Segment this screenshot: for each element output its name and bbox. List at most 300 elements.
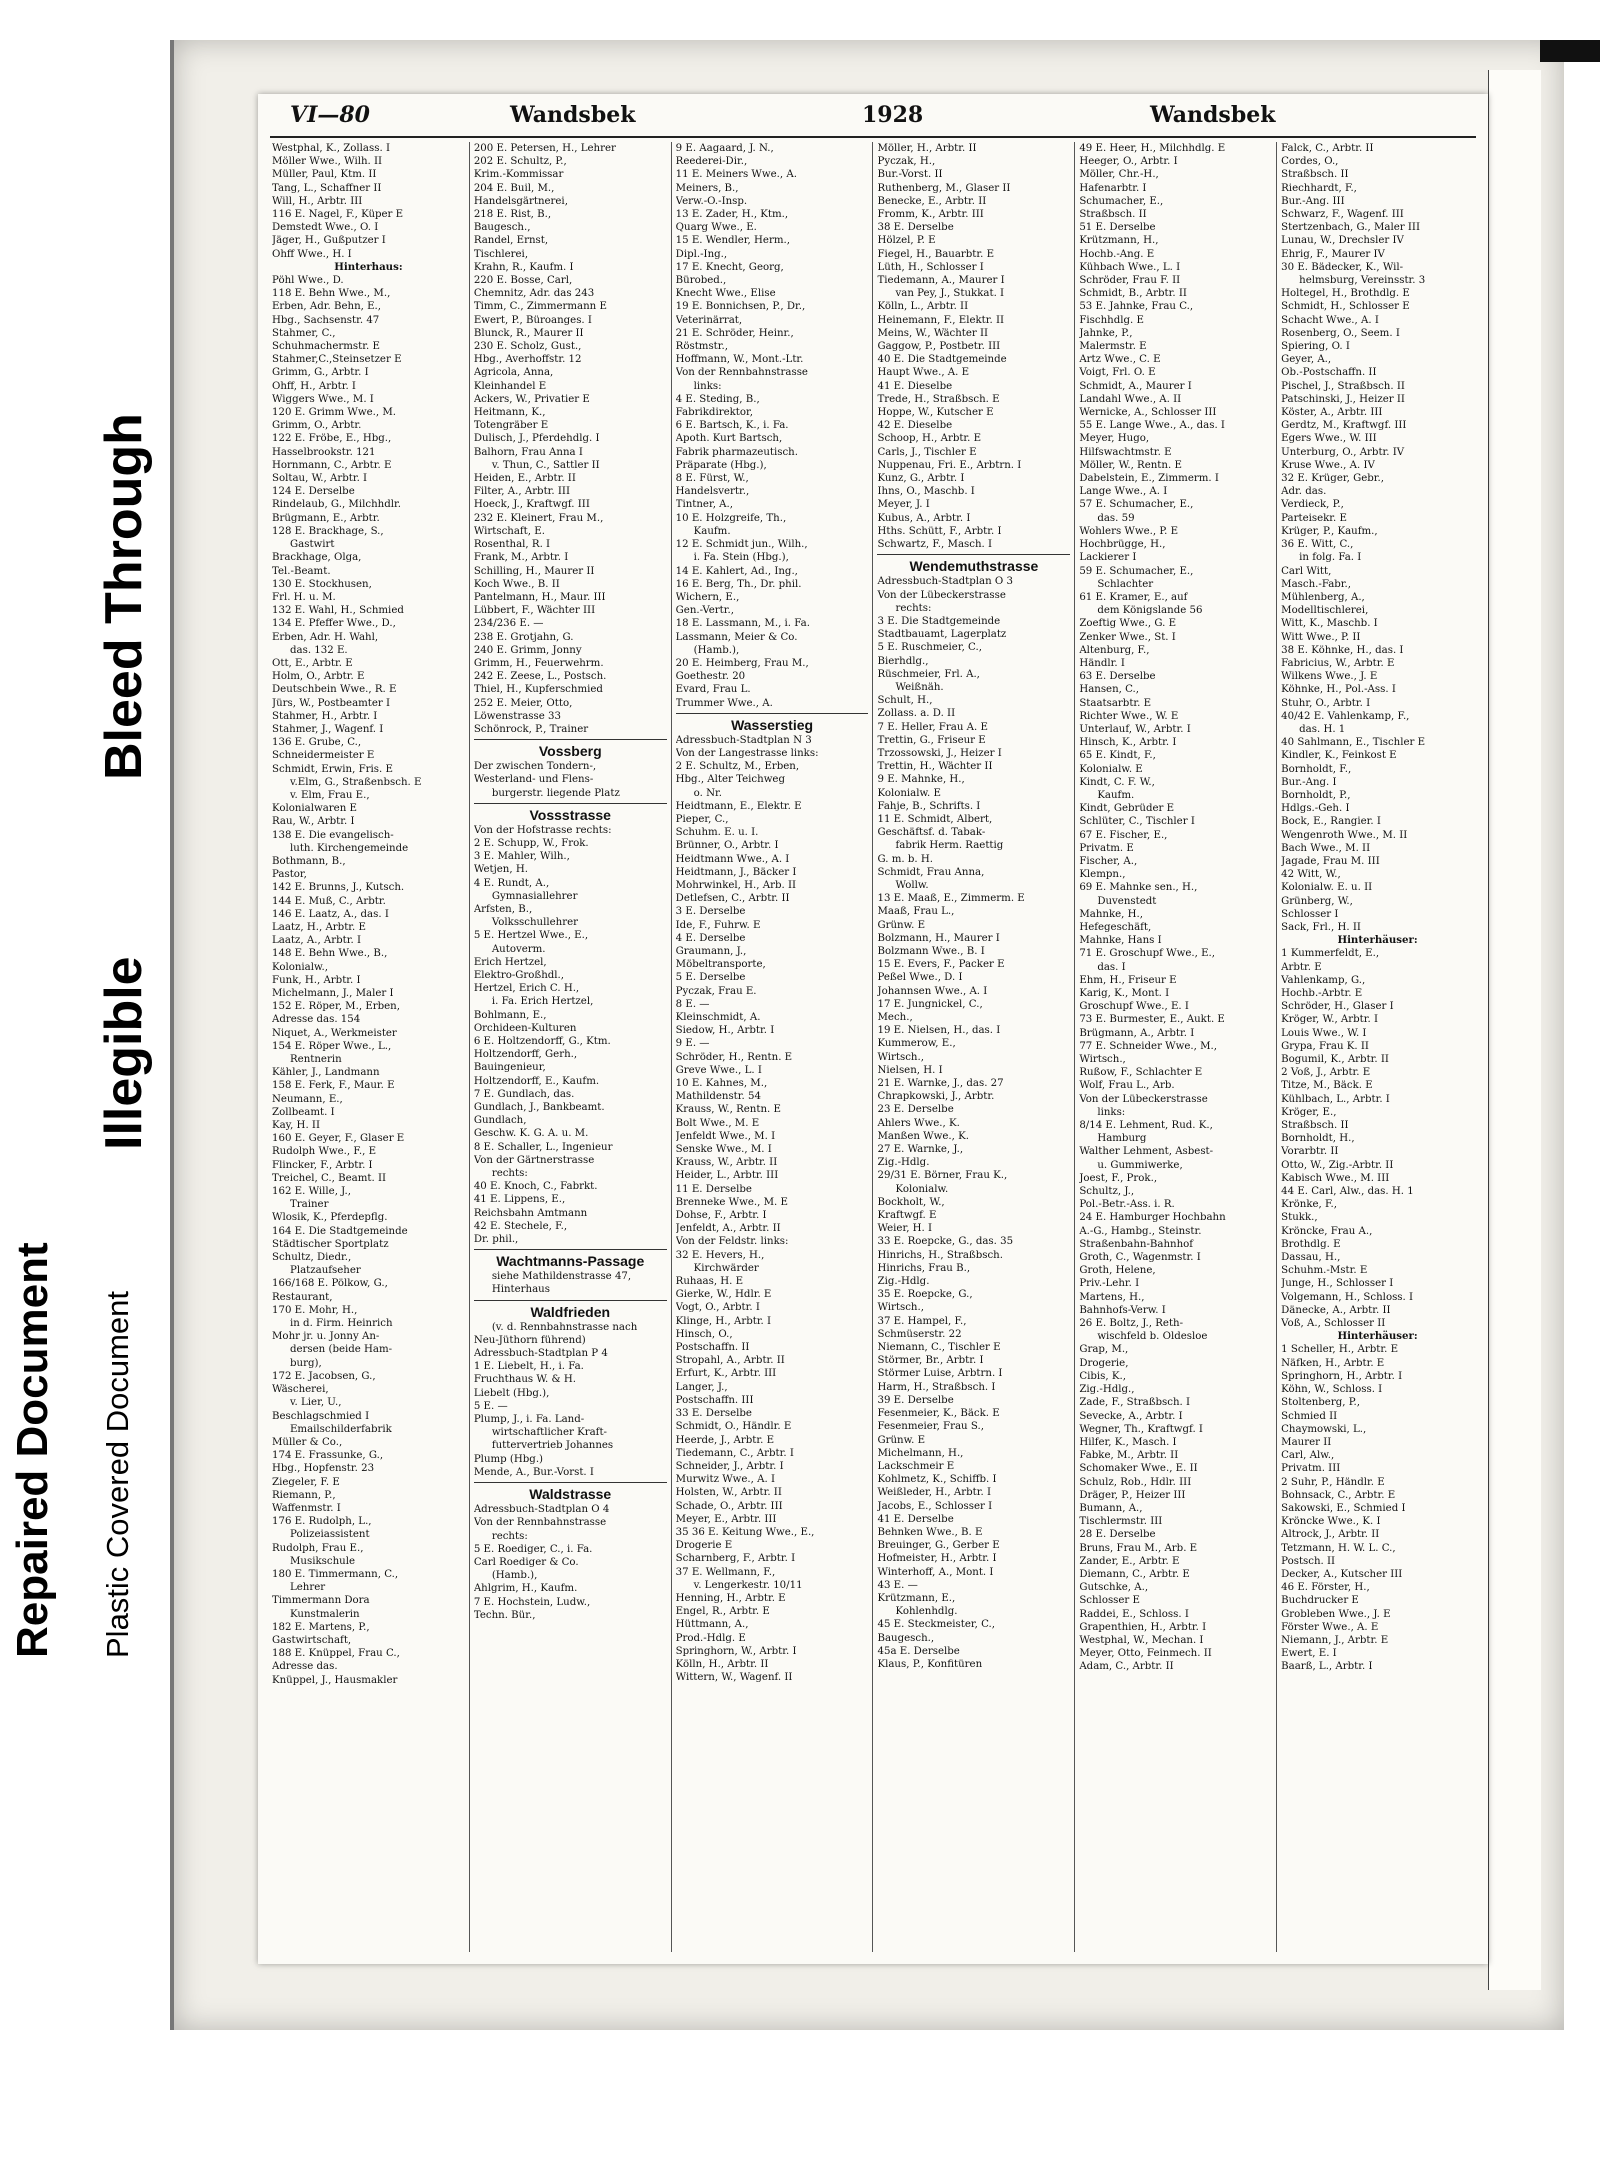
- directory-entry: Händlr. I: [1079, 657, 1125, 669]
- directory-entry: 59 E. Schumacher, E.,: [1079, 565, 1194, 577]
- directory-entry: Kleinhandel E: [473, 380, 547, 392]
- directory-entry: Tischlerei,: [473, 248, 529, 260]
- directory-entry: Rosenberg, O., Seem. I: [1281, 327, 1400, 339]
- directory-entry: 166/168 E. Pölkow, G.,: [272, 1278, 388, 1290]
- directory-entry: Quarg Wwe., E.: [675, 222, 757, 234]
- directory-entry: Kindt, C. F. W.,: [1079, 776, 1155, 788]
- directory-entry: Trummer Wwe., A.: [675, 697, 773, 709]
- directory-entry: Straßenbahn-Bahnhof: [1079, 1238, 1194, 1250]
- directory-entry: Hölzel, P. E: [877, 235, 936, 247]
- directory-entry: Will, H., Arbtr. III: [272, 195, 363, 207]
- directory-entry: Gastwirt: [290, 539, 335, 551]
- directory-entry: 230 E. Scholz, Gust.,: [473, 341, 582, 353]
- illegible-label: Illegible: [95, 956, 153, 1150]
- directory-entry: 23 E. Derselbe: [877, 1104, 954, 1116]
- directory-entry: Hdlgs.-Geh. I: [1281, 803, 1350, 815]
- directory-entry: Treichel, C., Beamt. II: [272, 1172, 386, 1184]
- directory-page: [258, 94, 1488, 1964]
- directory-entry: Hafenarbtr. I: [1079, 182, 1147, 194]
- directory-entry: 1 Kummerfeldt, E.,: [1281, 948, 1380, 960]
- directory-entry: Möller, W., Rentn. E: [1079, 459, 1182, 471]
- directory-entry: Heidtmann Wwe., A. I: [675, 853, 790, 865]
- directory-entry: Wäscherei,: [272, 1384, 329, 1396]
- directory-entry: Postschaffn. II: [675, 1342, 750, 1354]
- directory-entry: Wollw.: [895, 879, 929, 891]
- directory-entry: Bogumil, K., Arbtr. II: [1281, 1054, 1389, 1066]
- directory-entry: 6 E. Bartsch, K., i. Fa.: [675, 420, 789, 432]
- directory-entry: Hüttmann, A.,: [675, 1619, 749, 1631]
- directory-entry: Voß, A., Schlosser II: [1281, 1318, 1386, 1330]
- directory-entry: 30 E. Bädecker, K., Wil-: [1281, 261, 1404, 273]
- directory-entry: Jäger, H., Gußputzer I: [272, 235, 386, 247]
- directory-entry: Schmidt, B., Arbtr. II: [1079, 288, 1187, 300]
- directory-entry: Niemann, J., Arbtr. E: [1281, 1634, 1389, 1646]
- directory-entry: 37 E. Wellmann, F.,: [675, 1566, 776, 1578]
- directory-entry: Hths. Schütt, F., Arbtr. I: [877, 525, 1002, 537]
- directory-entry: Wichern, E.,: [675, 591, 740, 603]
- directory-entry: 152 E. Röper, M., Erben,: [272, 1001, 400, 1013]
- directory-entry: 238 E. Grotjahn, G.: [473, 631, 574, 643]
- directory-entry: Schilling, H., Maurer II: [473, 565, 595, 577]
- directory-entry: 8/14 E. Lehment, Rud. K.,: [1079, 1120, 1213, 1132]
- directory-entry: 38 E. Köhnke, H., das. I: [1281, 644, 1404, 656]
- directory-entry: Witt Wwe., P. II: [1281, 631, 1361, 643]
- directory-entry: dersen (beide Ham-: [290, 1344, 393, 1356]
- directory-entry: Volksschullehrer: [491, 917, 578, 929]
- directory-entry: Harm, H., Straßbsch. I: [877, 1381, 996, 1393]
- directory-entry: Manßen Wwe., K.: [877, 1130, 969, 1142]
- directory-entry: Parteisekr. E: [1281, 512, 1347, 524]
- directory-entry: Plump (Hbg.): [473, 1453, 544, 1465]
- directory-entry: Karig, K., Mont. I: [1079, 988, 1170, 999]
- directory-entry: Carl Roediger & Co.: [473, 1556, 579, 1568]
- directory-entry: Bahnhofs-Verw. I: [1079, 1304, 1166, 1316]
- directory-entry: 13 E. Zader, H., Ktm.,: [675, 209, 789, 221]
- directory-entry: Zollass. a. D. II: [877, 708, 956, 720]
- directory-entry: 43 E. —: [877, 1579, 918, 1591]
- directory-entry: Kohlmetz, K., Schiffb. I: [877, 1474, 997, 1486]
- directory-entry: Bur.-Ang. III: [1281, 195, 1345, 207]
- directory-entry: Stahmer, J., Wagenf. I: [272, 723, 384, 735]
- directory-entry: Vogt, O., Arbtr. I: [675, 1302, 760, 1314]
- page-header: [280, 100, 1470, 130]
- directory-entry: 9 E. Mahnke, H.,: [877, 774, 965, 786]
- directory-entry: Voigt, Frl. O. E: [1079, 367, 1156, 379]
- directory-entry: Schmied II: [1281, 1410, 1338, 1422]
- directory-entry: 204 E. Buil, M.,: [473, 182, 555, 194]
- directory-entry: Kölln, H., Arbtr. II: [675, 1658, 769, 1670]
- directory-entry: 172 E. Jacobsen, G.,: [272, 1370, 376, 1382]
- directory-entry: 28 E. Derselbe: [1079, 1529, 1156, 1541]
- next-page-edge: [1488, 70, 1541, 1990]
- directory-entry: 29/31 E. Börner, Frau K.,: [877, 1170, 1008, 1182]
- directory-entry: Zig.-Hdlg.,: [1079, 1384, 1135, 1396]
- directory-entry: Schwarz, F., Wagenf. III: [1281, 209, 1404, 221]
- directory-entry: Carl Witt,: [1281, 565, 1332, 577]
- directory-entry: Heidtmann, J., Bäcker I: [675, 866, 797, 878]
- directory-entry: Meins, W., Wächter II: [877, 327, 989, 339]
- directory-entry: Carl, Alw.,: [1281, 1450, 1335, 1462]
- directory-entry: Krützmann, H.,: [1079, 235, 1159, 247]
- directory-entry: Von der Hofstrasse rechts:: [473, 824, 612, 836]
- directory-entry: Schmidt, Frau Anna,: [877, 866, 985, 878]
- directory-entry: 6 E. Holtzendorff, G., Ktm.: [473, 1036, 611, 1047]
- directory-entry: 77 E. Schneider Wwe., M.,: [1079, 1040, 1218, 1052]
- directory-entry: 242 E. Zeese, L., Postsch.: [473, 671, 607, 683]
- directory-entry: Von der Lübeckerstrasse: [877, 589, 1006, 601]
- directory-entry: Von der Gärtnerstrasse: [473, 1154, 595, 1166]
- directory-entry: Jagade, Frau M. III: [1281, 855, 1380, 867]
- directory-entry: 71 E. Groschupf Wwe., E.,: [1079, 948, 1216, 960]
- directory-entry: Heeger, O., Arbtr. I: [1079, 156, 1178, 168]
- directory-entry: 11 E. Meiners Wwe., A.: [675, 169, 797, 181]
- directory-entry: wischfeld b. Oldesloe: [1097, 1331, 1208, 1343]
- directory-entry: Der zwischen Tondern-,: [473, 761, 597, 773]
- directory-entry: Wirtsch.,: [877, 1051, 924, 1063]
- directory-entry: Benecke, E., Arbtr. II: [877, 195, 987, 207]
- directory-entry: 41 E. Derselbe: [877, 1513, 954, 1525]
- directory-entry: das. 59: [1097, 512, 1135, 524]
- directory-entry: 15 E. Wendler, Herm.,: [675, 235, 790, 247]
- directory-entry: Brünner, O., Arbtr. I: [675, 840, 779, 852]
- directory-entry: Mahnke, H.,: [1079, 908, 1143, 920]
- directory-entry: Meyer, Otto, Feinmech. II: [1079, 1648, 1212, 1660]
- directory-entry: 39 E. Derselbe: [877, 1394, 954, 1406]
- directory-entry: 174 E. Frassunke, G.,: [272, 1450, 384, 1462]
- directory-entry: 5 E. Hertzel Wwe., E.,: [473, 930, 589, 942]
- directory-entry: links:: [693, 380, 722, 392]
- directory-entry: Hansen, C.,: [1079, 684, 1140, 696]
- directory-entry: Riechhardt, F.,: [1281, 182, 1357, 194]
- directory-entry: Mech.,: [877, 1012, 913, 1023]
- directory-entry: Krüger, P., Kaufm.,: [1281, 525, 1378, 537]
- directory-entry: Reichsbahn Amtmann: [473, 1207, 588, 1219]
- directory-entry: Stertzenbach, G., Maler III: [1281, 222, 1420, 234]
- street-heading: Wasserstieg: [676, 713, 869, 734]
- directory-entry: Kleinschmidt, A.: [675, 1012, 761, 1023]
- directory-entry: 5 E. Derselbe: [675, 972, 746, 984]
- street-heading: Waldstrasse: [474, 1482, 667, 1503]
- directory-entry: 63 E. Derselbe: [1079, 671, 1156, 683]
- directory-entry: Dabelstein, E., Zimmerm. I: [1079, 473, 1219, 485]
- directory-entry: Ewert, P., Büroanges. I: [473, 314, 592, 326]
- directory-entry: Lüth, H., Schlosser I: [877, 261, 984, 273]
- directory-entry: Stropahl, A., Arbtr. II: [675, 1355, 785, 1367]
- directory-entry: 16 E. Berg, Th., Dr. phil.: [675, 578, 802, 590]
- directory-entry: in folg. Fa. I: [1299, 552, 1362, 564]
- directory-entry: Platzaufseher: [290, 1265, 361, 1277]
- directory-entry: 45a E. Derselbe: [877, 1645, 960, 1657]
- directory-entry: Winterhoff, A., Mont. I: [877, 1566, 994, 1578]
- directory-entry: Fesenmeier, K., Bäck. E: [877, 1408, 1000, 1420]
- directory-entry: Löwenstrasse 33: [473, 710, 561, 722]
- directory-entry: Schultz, J.,: [1079, 1186, 1135, 1198]
- directory-entry: 144 E. Muß, C., Arbtr.: [272, 895, 386, 907]
- directory-entry: Wolf, Frau L., Arb.: [1079, 1080, 1175, 1092]
- directory-entry: 128 E. Brackhage, S.,: [272, 525, 384, 537]
- directory-entry: Pol.-Betr.-Ass. i. R.: [1079, 1199, 1175, 1211]
- column-5: [1075, 142, 1277, 1952]
- directory-entry: Zig.-Hdlg.: [877, 1276, 930, 1288]
- directory-entry: 40 E. Knoch, C., Fabrkt.: [473, 1181, 598, 1193]
- directory-entry: 67 E. Fischer, E.,: [1079, 829, 1168, 841]
- directory-entry: Bauingenieur,: [473, 1062, 546, 1074]
- directory-entry: Grünberg, W.,: [1281, 895, 1353, 907]
- directory-entry: Rußow, F., Schlachter E: [1079, 1067, 1203, 1079]
- directory-entry: 176 E. Rudolph, L.,: [272, 1516, 372, 1528]
- directory-entry: Verw.-O.-Insp.: [675, 195, 748, 207]
- directory-entry: 65 E. Kindt, F.,: [1079, 750, 1156, 762]
- directory-entry: Kolonialw. E. u. II: [1281, 882, 1373, 894]
- directory-entry: Jürs, W., Postbeamter I: [272, 697, 391, 709]
- directory-entry: 134 E. Pfeffer Wwe., D.,: [272, 618, 396, 630]
- directory-entry: Autoverm.: [491, 943, 546, 955]
- directory-entry: Witt, K., Maschb. I: [1281, 618, 1378, 630]
- directory-entry: Senske Wwe., M. I: [675, 1144, 772, 1156]
- directory-entry: Hinterhaus:: [334, 260, 403, 273]
- directory-entry: Bohnsack, C., Arbtr. E: [1281, 1489, 1396, 1501]
- directory-entry: Straßbsch. II: [1079, 209, 1147, 221]
- directory-entry: Lehrer: [290, 1582, 326, 1594]
- directory-entry: 1 Scheller, H., Arbtr. E: [1281, 1344, 1399, 1356]
- directory-entry: 55 E. Lange Wwe., A., das. I: [1079, 420, 1225, 432]
- directory-entry: Springhorn, W., Arbtr. I: [675, 1645, 797, 1657]
- directory-entry: 7 E. Gundlach, das.: [473, 1088, 575, 1100]
- directory-entry: Westphal, W., Mechan. I: [1079, 1634, 1204, 1646]
- directory-entry: Mohr jr. u. Jonny An-: [272, 1331, 380, 1343]
- directory-entry: 46 E. Förster, H.,: [1281, 1582, 1370, 1594]
- directory-entry: Kolonialwaren E: [272, 803, 357, 815]
- directory-entry: Kirchwärder: [693, 1262, 759, 1274]
- directory-entry: Brackhage, Olga,: [272, 552, 362, 564]
- directory-entry: Förster Wwe., A. E: [1281, 1621, 1379, 1633]
- directory-entry: Von der Feldstr. links:: [675, 1236, 789, 1248]
- directory-entry: Hilfer, K., Masch. I: [1079, 1436, 1177, 1448]
- directory-entry: Fischer, A.,: [1079, 855, 1138, 867]
- directory-entry: Wirtsch.,: [877, 1302, 924, 1314]
- directory-entry: Altrock, J., Arbtr. II: [1281, 1529, 1380, 1541]
- directory-entry: Krützmann, E.,: [877, 1592, 956, 1604]
- directory-entry: Kindler, K., Feinkost E: [1281, 750, 1397, 762]
- directory-entry: das. I: [1097, 961, 1126, 973]
- directory-entry: Müller, Paul, Ktm. II: [272, 169, 377, 181]
- directory-entry: Trettin, H., Wächter II: [877, 761, 993, 773]
- directory-entry: Jacobs, E., Schlosser I: [877, 1500, 993, 1512]
- directory-entry: Priv.-Lehr. I: [1079, 1278, 1140, 1290]
- directory-entry: Wohlers Wwe., P. E: [1079, 525, 1179, 537]
- directory-entry: Von der Rennbahnstrasse: [473, 1517, 607, 1529]
- directory-entry: Kölln, L., Arbtr. II: [877, 301, 969, 313]
- street-heading: Wachtmanns-Passage: [474, 1249, 667, 1270]
- directory-entry: Geschäftsf. d. Tabak-: [877, 827, 986, 839]
- directory-entry: Ruthenberg, M., Glaser II: [877, 182, 1011, 194]
- directory-entry: Emailschilderfabrik: [290, 1423, 392, 1435]
- directory-entry: Thiel, H., Kupferschmied: [473, 684, 603, 696]
- directory-entry: Weißnäh.: [895, 681, 944, 693]
- directory-entry: Adressbuch-Stadtplan N 3: [675, 734, 812, 746]
- directory-entry: Kühbach Wwe., L. I: [1079, 261, 1181, 273]
- directory-entry: 10 E. Holzgreife, Th.,: [675, 512, 787, 524]
- directory-entry: Gaggow, P., Postbetr. III: [877, 341, 1001, 353]
- directory-entry: Bach Wwe., M. II: [1281, 842, 1371, 854]
- directory-entry: Bumann, A.,: [1079, 1502, 1143, 1514]
- directory-entry: Musikschule: [290, 1555, 355, 1567]
- directory-entry: 41 E. Dieselbe: [877, 380, 953, 392]
- directory-entry: 202 E. Schultz, P.,: [473, 156, 567, 168]
- directory-entry: Stuhr, O., Arbtr. I: [1281, 697, 1371, 709]
- directory-entry: Fabricius, W., Arbtr. E: [1281, 657, 1395, 669]
- directory-entry: 44 E. Carl, Alw., das. H. 1: [1281, 1186, 1414, 1198]
- directory-entry: Fruchthaus W. & H.: [473, 1374, 576, 1386]
- directory-entry: Ruhaas, H. E: [675, 1276, 744, 1288]
- directory-entry: Wirtschaft, E.: [473, 525, 545, 537]
- directory-entry: 8 E. Schaller, L., Ingenieur: [473, 1141, 613, 1153]
- directory-entry: Falck, C., Arbtr. II: [1281, 143, 1374, 154]
- directory-entry: Landahl Wwe., A. II: [1079, 393, 1182, 405]
- directory-entry: Holtzendorff, Gerh.,: [473, 1049, 578, 1061]
- directory-entry: 20 E. Heimberg, Frau M.,: [675, 657, 809, 669]
- directory-entry: Schoop, H., Arbtr. E: [877, 433, 982, 445]
- directory-entry: Gen.-Vertr.,: [675, 605, 734, 617]
- directory-entry: Totengräber E: [473, 420, 549, 432]
- directory-entry: Rudolph, Frau E.,: [272, 1542, 364, 1554]
- directory-entry: Waffenmstr. I: [272, 1502, 341, 1514]
- directory-entry: Störmer Luise, Arbtrn. I: [877, 1368, 1003, 1380]
- directory-entry: Brothdlg. E: [1281, 1238, 1341, 1250]
- street-heading: Vossstrasse: [474, 803, 667, 824]
- directory-entry: Ohff, H., Arbtr. I: [272, 380, 356, 392]
- directory-entry: 1 E. Liebelt, H., i. Fa.: [473, 1361, 584, 1373]
- directory-entry: Drogerie,: [1079, 1357, 1129, 1369]
- directory-entry: Von der Langestrasse links:: [675, 747, 819, 759]
- directory-entry: Volgemann, H., Schloss. I: [1281, 1291, 1414, 1303]
- plastic-covered-document-label: Plastic Covered Document: [100, 1291, 135, 1658]
- directory-entry: 162 E. Wille, J.,: [272, 1186, 351, 1198]
- directory-entry: Heinemann, F., Elektr. II: [877, 314, 1005, 326]
- directory-entry: Schmidt, Erwin, Fris. E: [272, 763, 393, 775]
- directory-entry: Masch.-Fabr.,: [1281, 578, 1352, 590]
- directory-entry: Städtischer Sportplatz: [272, 1238, 389, 1250]
- directory-entry: Rosenthal, R. I: [473, 539, 551, 551]
- directory-entry: Techn. Bür.,: [473, 1609, 536, 1621]
- directory-entry: Zollbeamt. I: [272, 1106, 335, 1118]
- directory-entry: Störmer, Br., Arbtr. I: [877, 1355, 984, 1367]
- directory-entry: 73 E. Burmester, E., Aukt. E: [1079, 1014, 1225, 1026]
- directory-entry: Fabrikdirektor,: [675, 407, 753, 419]
- directory-entry: 33 E. Derselbe: [675, 1408, 752, 1420]
- directory-entry: Langer, J.,: [675, 1381, 728, 1393]
- directory-entry: 124 E. Derselbe: [272, 486, 355, 498]
- directory-entry: Grünw. E: [877, 919, 926, 931]
- directory-entry: Köhnke, H., Pol.-Ass. I: [1281, 684, 1396, 696]
- directory-entry: Brenneke Wwe., M. E: [675, 1196, 788, 1208]
- directory-entry: Möller Wwe., Wilh. II: [272, 156, 383, 168]
- directory-entry: Henning, H., Arbtr. E: [675, 1592, 786, 1604]
- directory-entry: Trzossowski, J., Heizer I: [877, 747, 1002, 759]
- column-1: [268, 142, 470, 1952]
- directory-entry: Dipl.-Ing.,: [675, 248, 728, 260]
- directory-entry: Zenker Wwe., St. I: [1079, 631, 1176, 643]
- directory-entry: Schröder, H., Rentn. E: [675, 1051, 793, 1063]
- directory-entry: Geschw. K. G. A. u. M.: [473, 1128, 589, 1140]
- directory-entry: rechts:: [491, 1168, 528, 1180]
- directory-entry: 26 E. Boltz, J., Reth-: [1079, 1318, 1184, 1330]
- directory-entry: 45 E. Steckmeister, C.,: [877, 1619, 996, 1631]
- directory-entry: 170 E. Mohr, H.,: [272, 1304, 358, 1316]
- directory-entry: Neumann, E.,: [272, 1093, 343, 1105]
- directory-entry: Orchideen-Kulturen: [473, 1022, 577, 1034]
- directory-entry: Schneider, J., Arbtr. I: [675, 1460, 784, 1472]
- directory-entry: Bornholdt, F.,: [1281, 763, 1352, 775]
- directory-entry: Pyczak, Frau E.: [675, 985, 757, 997]
- directory-entry: Hbg., Sachsenstr. 47: [272, 314, 380, 326]
- directory-entry: 5 E. Ruschmeier, C.,: [877, 642, 982, 654]
- directory-entry: Kaufm.: [693, 525, 731, 537]
- directory-entry: Funk, H., Arbtr. I: [272, 974, 361, 986]
- directory-entry: Bierhdlg.,: [877, 655, 929, 667]
- directory-entry: Heidtmann, E., Elektr. E: [675, 800, 802, 812]
- directory-entry: Schacht Wwe., A. I: [1281, 314, 1379, 326]
- directory-entry: Adresse das. 154: [272, 1014, 361, 1026]
- column-6: [1277, 142, 1478, 1952]
- directory-entry: Prod.-Hdlg. E: [675, 1632, 746, 1644]
- directory-entry: Duvenstedt: [1097, 895, 1157, 907]
- directory-entry: Hinterhaus: [491, 1284, 550, 1296]
- directory-entry: Adam, C., Arbtr. II: [1079, 1661, 1174, 1673]
- directory-entry: Brügmann, E., Arbtr.: [272, 512, 380, 524]
- directory-entry: Fromm, K., Arbtr. III: [877, 209, 984, 221]
- directory-entry: Mende, A., Bur.-Vorst. I: [473, 1466, 594, 1478]
- directory-entry: Graumann, J.,: [675, 945, 747, 957]
- directory-entry: Junge, H., Schlosser I: [1281, 1278, 1394, 1290]
- directory-entry: Baugesch.,: [877, 1632, 935, 1644]
- directory-entry: Ahlers Wwe., K.: [877, 1117, 960, 1129]
- directory-entry: Geyer, A.,: [1281, 354, 1332, 366]
- directory-entry: Arfsten, B.,: [473, 903, 533, 915]
- directory-entry: 3 E. Mahler, Wilh.,: [473, 851, 570, 863]
- directory-entry: Lübbert, F., Wächter III: [473, 605, 596, 617]
- directory-entry: Grypa, Frau K. II: [1281, 1040, 1369, 1052]
- directory-entry: v. Lier, U.,: [290, 1397, 342, 1409]
- directory-entry: Klinge, H., Arbtr. I: [675, 1315, 772, 1327]
- directory-entry: 138 E. Die evangelisch-: [272, 829, 394, 841]
- directory-entry: Hefegeschäft,: [1079, 921, 1152, 933]
- directory-entry: Mathildenstr. 54: [675, 1091, 761, 1103]
- directory-entry: 182 E. Martens, P.,: [272, 1621, 370, 1633]
- directory-entry: Scharnberg, F., Arbtr. I: [675, 1553, 796, 1565]
- directory-entry: Michelmann, J., Maler I: [272, 988, 394, 999]
- directory-entry: Grap, M.,: [1079, 1344, 1129, 1356]
- directory-entry: Erich Hertzel,: [473, 956, 547, 968]
- directory-entry: 19 E. Nielsen, H., das. I: [877, 1025, 1001, 1037]
- directory-entry: Stadtbauamt, Lagerplatz: [877, 629, 1007, 641]
- directory-entry: 3 E. Die Stadtgemeinde: [877, 615, 1001, 627]
- directory-entry: Ackers, W., Privatier E: [473, 393, 590, 405]
- directory-entry: Hochbrügge, H.,: [1079, 539, 1166, 551]
- directory-entry: Kolonialw. E: [1079, 763, 1143, 775]
- directory-entry: Siedow, H., Arbtr. I: [675, 1025, 775, 1037]
- directory-entry: Hertzel, Erich C. H.,: [473, 983, 580, 995]
- directory-entry: Spiering, O. I: [1281, 341, 1350, 353]
- directory-entry: Lackierer I: [1079, 552, 1137, 564]
- directory-entry: dem Königslande 56: [1097, 605, 1203, 617]
- directory-entry: Handelsvertr.,: [675, 486, 750, 498]
- directory-entry: Plump, J., i. Fa. Land-: [473, 1414, 585, 1426]
- header-rule: [270, 136, 1476, 138]
- directory-entry: 118 E. Behn Wwe., M.,: [272, 288, 391, 300]
- directory-entry: 200 E. Petersen, H., Lehrer: [473, 143, 616, 154]
- directory-entry: burgerstr. liegende Platz: [491, 787, 620, 799]
